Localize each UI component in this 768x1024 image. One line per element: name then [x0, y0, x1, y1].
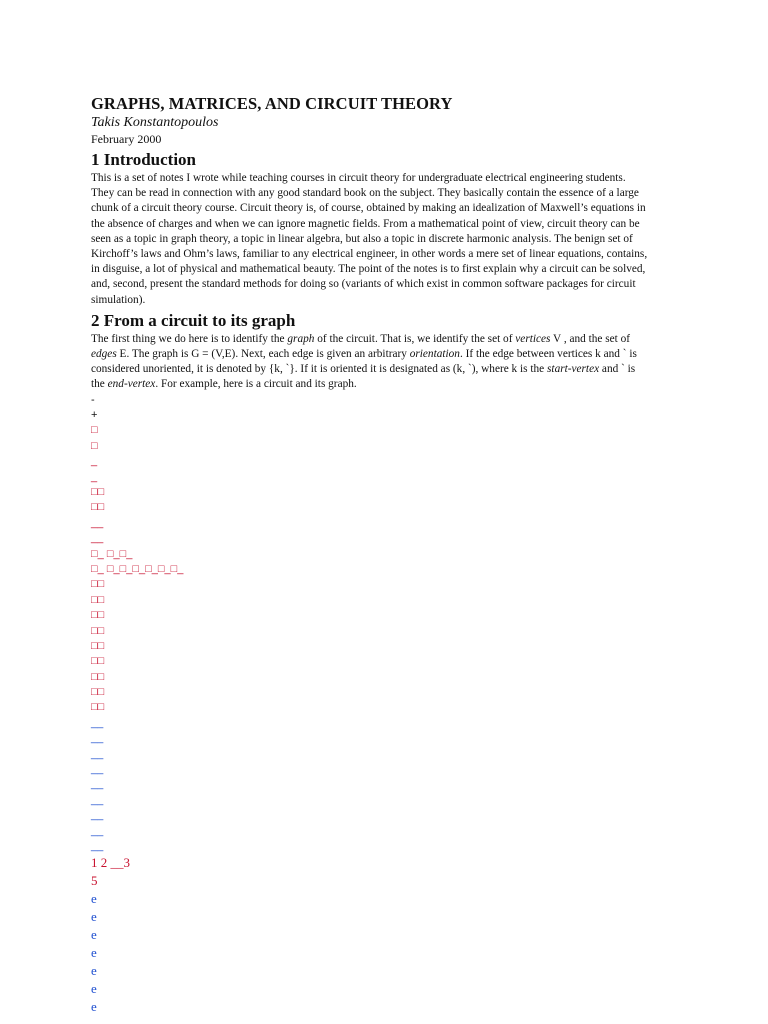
garbled-figure-glyphs — [91, 393, 651, 855]
edge-label: e — [91, 945, 97, 961]
text-run: The first thing we do here is to identify the — [91, 332, 288, 345]
text-run: of the circuit. That is, we identify the set of — [314, 332, 516, 345]
figure-glyph-line: - — [91, 393, 95, 406]
figure-glyph-line: □□ — [91, 624, 105, 637]
edge-label: e — [91, 999, 97, 1015]
edge-label: e — [91, 927, 97, 943]
figure-glyph-line: □□ — [91, 639, 105, 652]
figure-glyph-line: __ — [91, 732, 104, 745]
figure-glyph-line: __ — [91, 516, 104, 529]
figure-glyph-line: □□ — [91, 609, 105, 622]
figure-glyph-line: □□ — [91, 686, 105, 699]
text-run: . For example, here is a circuit and its graph. — [155, 378, 357, 391]
document-page — [91, 94, 651, 1016]
figure-glyph-line: □□ — [91, 578, 105, 591]
emphasis-graph: graph — [287, 332, 315, 345]
figure-glyph-line: + — [91, 409, 98, 422]
document-title: GRAPHS, MATRICES, AND CIRCUIT THEORY — [91, 94, 453, 113]
figure-glyph-line: □_ □_□_ — [91, 547, 133, 560]
introduction-paragraph: This is a set of notes I wrote while teaching courses in circuit theory for undergraduate electrical engineering students. They can be read in connection with any good standard book on the subject. They basically contain the essence of a large chunk of a circuit theory course. Circuit theory is, of course, obtained by making an idealization of Maxwell’s equations in the absence of charges and when we can ignore magnetic fields. From a mathematical point of view, circuit theory can be seen as a topic in graph theory, a topic in linear algebra, but also a topic in discrete harmonic analysis. The benign set of Kirchoff’s laws and Ohm’s laws, familiar to any electrical engineer, in other words a mere set of linear equations, contains, in disguise, a lot of physical and mathematical beauty. The point of the notes is to first explain why a circuit can be solved, and, second, present the standard methods for doing so (variants of which exist in common software packages for circuit simulation). — [91, 172, 648, 306]
figure-glyph-line: __ — [91, 824, 104, 837]
author-name: Takis Konstantopoulos — [91, 115, 219, 130]
edge-label-column — [91, 890, 651, 1016]
figure-glyph-line: __ — [91, 716, 104, 729]
emphasis-vertices: vertices — [515, 332, 551, 345]
text-run: . If the edge between vertices k and ` is considered unoriented, it is denoted by {k, `}. If it is oriented it is designated as (k, `), where k is the — [91, 348, 637, 376]
figure-glyph-line: □_ □_□_□_□_□_□_ — [91, 562, 184, 575]
text-run: and ` is the — [91, 363, 636, 391]
section-heading-introduction: 1 Introduction — [91, 150, 197, 169]
edge-label: e — [91, 981, 97, 997]
figure-glyph-line: __ — [91, 839, 104, 852]
edge-label: e — [91, 963, 97, 979]
figure-label-row: 1 2 __3 — [91, 855, 130, 871]
figure-glyph-line: □□ — [91, 701, 105, 714]
edge-label: e — [91, 891, 97, 907]
figure-glyph-line: □□ — [91, 655, 105, 668]
figure-glyph-line: __ — [91, 747, 104, 760]
emphasis-end-vertex: end-vertex — [107, 378, 156, 391]
section-heading-circuit-graph: 2 From a circuit to its graph — [91, 310, 296, 330]
figure-glyph-line: _ — [91, 470, 98, 483]
emphasis-edges: edges — [91, 348, 117, 361]
figure-glyph-line: □□ — [91, 670, 105, 683]
figure-glyph-line: □□ — [91, 593, 105, 606]
circuit-graph-paragraph — [91, 332, 651, 393]
figure-glyph-line: □ — [91, 424, 98, 437]
emphasis-orientation: orientation — [409, 348, 460, 361]
text-run: E. The graph is G = (V,E). Next, each edge is given an arbitrary — [116, 348, 410, 361]
figure-glyph-line: □ — [91, 439, 98, 452]
edge-label: e — [91, 909, 97, 925]
text-run: V , and the set of — [550, 332, 631, 345]
emphasis-start-vertex: start-vertex — [547, 363, 600, 376]
figure-glyph-line: __ — [91, 763, 104, 776]
figure-label-row: 5 — [91, 873, 98, 889]
document-date: February 2000 — [91, 132, 162, 146]
figure-glyph-line: __ — [91, 532, 104, 545]
figure-glyph-line: _ — [91, 455, 98, 468]
figure-glyph-line: __ — [91, 778, 104, 791]
figure-glyph-line: □□ — [91, 485, 105, 498]
figure-glyph-line: __ — [91, 793, 104, 806]
figure-glyph-line: □□ — [91, 501, 105, 514]
figure-glyph-line: __ — [91, 809, 104, 822]
